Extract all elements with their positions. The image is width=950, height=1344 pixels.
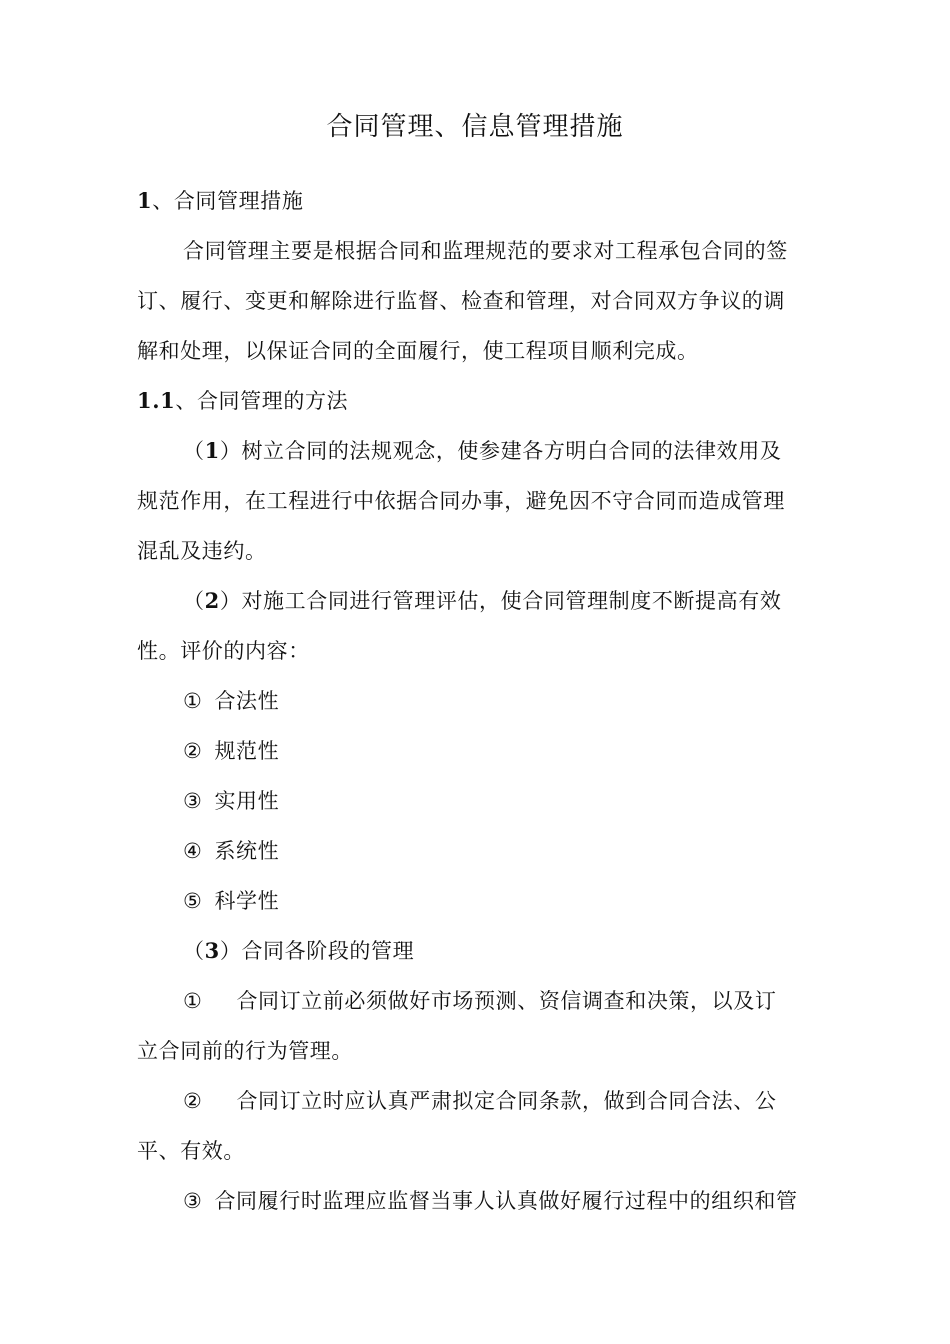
circled-number: ②	[183, 1089, 203, 1113]
numbered-item-1: （1）树立合同的法规观念，使参建各方明白合同的法律效用及	[183, 438, 782, 463]
criteria-item	[183, 786, 279, 816]
criteria-text: 合法性	[214, 689, 280, 713]
section-heading-1-1	[137, 386, 348, 416]
criteria-item	[183, 836, 279, 866]
item-text: 合同各阶段的管理	[241, 939, 415, 963]
criteria-text: 规范性	[214, 739, 280, 763]
item-text: 树立合同的法规观念，使参建各方明白合同的法律效用及	[241, 439, 782, 463]
paragraph-line: 解和处理，以保证合同的全面履行，使工程项目顺利完成。	[137, 339, 699, 363]
section-title: 、合同管理的方法	[175, 389, 349, 413]
criteria-item	[183, 736, 279, 766]
stage-item	[183, 1186, 798, 1216]
item-number: 3	[204, 938, 220, 963]
circled-number: ②	[183, 739, 203, 763]
section-title: 、合同管理措施	[152, 189, 304, 213]
section-heading-1	[137, 186, 303, 216]
stage-text: 合同订立时应认真严肃拟定合同条款，做到合同合法、公	[236, 1089, 777, 1113]
stage-item	[183, 1086, 776, 1116]
numbered-item-2: （2）对施工合同进行管理评估，使合同管理制度不断提高有效	[183, 588, 782, 613]
paragraph-line: 订、履行、变更和解除进行监督、检查和管理，对合同双方争议的调	[137, 289, 785, 313]
paragraph-line: 合同管理主要是根据合同和监理规范的要求对工程承包合同的签	[183, 239, 788, 263]
circled-number: ⑤	[183, 889, 203, 913]
circled-number: ①	[183, 989, 203, 1013]
item-text: 对施工合同进行管理评估，使合同管理制度不断提高有效	[241, 589, 782, 613]
document-title: 合同管理、信息管理措施	[326, 112, 624, 142]
paragraph-line: 混乱及违约。	[137, 539, 267, 563]
numbered-item-3: （3）合同各阶段的管理	[183, 938, 415, 963]
circled-number: ③	[183, 789, 203, 813]
criteria-item	[183, 886, 279, 916]
paragraph-line: 平、有效。	[137, 1139, 245, 1163]
criteria-item	[183, 686, 279, 716]
item-number: 2	[204, 588, 220, 613]
circled-number: ③	[183, 1189, 203, 1213]
section-number: 1.1	[137, 388, 176, 413]
circled-number: ④	[183, 839, 203, 863]
stage-text: 合同订立前必须做好市场预测、资信调查和决策，以及订	[236, 989, 777, 1013]
section-number: 1	[137, 188, 153, 213]
circled-number: ①	[183, 689, 203, 713]
criteria-text: 实用性	[214, 789, 280, 813]
stage-text: 合同履行时监理应监督当事人认真做好履行过程中的组织和管	[214, 1189, 798, 1213]
paragraph-line: 性。评价的内容：	[137, 639, 310, 663]
paragraph-line: 立合同前的行为管理。	[137, 1039, 353, 1063]
criteria-text: 科学性	[214, 889, 280, 913]
paragraph-line: 规范作用，在工程进行中依据合同办事，避免因不守合同而造成管理	[137, 489, 785, 513]
stage-item	[183, 986, 776, 1016]
criteria-text: 系统性	[214, 839, 280, 863]
item-number: 1	[204, 438, 220, 463]
